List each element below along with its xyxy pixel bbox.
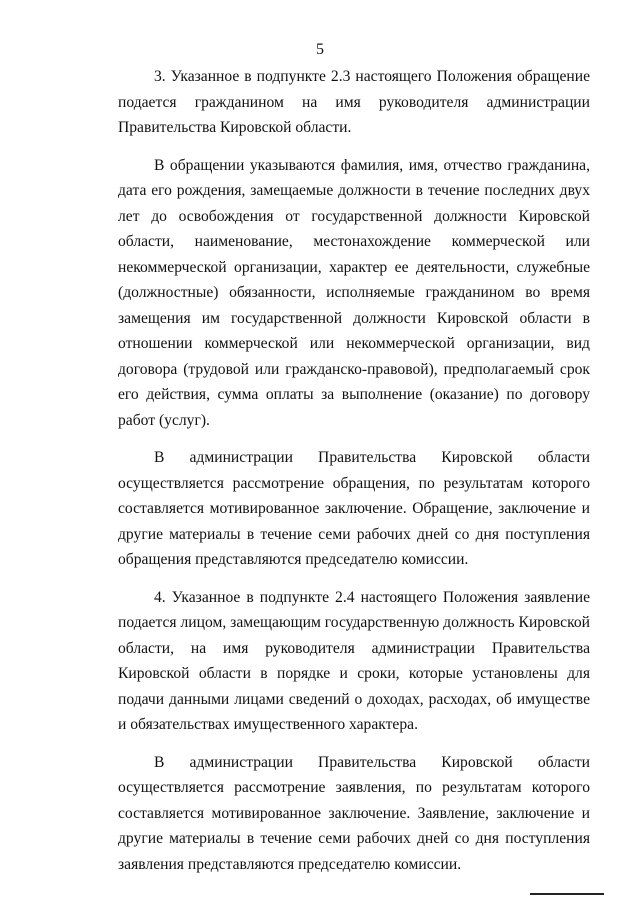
paragraph-statement-review: В администрации Правительства Кировской области осуществляется рассмотрение заявления, по результатам которого составляется мотивированное заключение. Заявление, заключение и другие материалы в течение семи рабочих дней со дня поступления заявления представляются председателю комиссии. [118, 753, 590, 873]
footer-divider [530, 893, 604, 895]
document-body [118, 64, 590, 877]
paragraph-item-3: 3. Указанное в подпункте 2.3 настоящего Положения обращение подается гражданином на имя руководителя администрации Правительства Кировской области. [118, 68, 590, 136]
paragraph-appeal-review: В администрации Правительства Кировской области осуществляется рассмотрение обращения, по результатам которого составляется мотивированное заключение. Обращение, заключение и другие материалы в течение семи рабочих дней со дня поступления обращения представляются председателю комиссии. [118, 449, 590, 568]
paragraph-item-4: 4. Указанное в подпункте 2.4 настоящего Положения заявление подается лицом, замещающим государственную должность Кировской области, на имя руководителя администрации Правительства Кировской области в порядке и сроки, которые установлены для подачи данными лицами сведений о доходах, расходах, об имуществе и обязательствах имущественного характера. [118, 588, 590, 733]
page-number: 5 [316, 41, 324, 58]
paragraph-appeal-contents: В обращении указываются фамилия, имя, отчество гражданина, дата его рождения, замещаемые должности в течение последних двух лет до освобождения от государственной должности Кировской области, наименование, местонахождение коммерческой или некоммерческой организации, характер ее деятельности, служебные (должностные) обязанности, исполняемые гражданином во время замещения им государственной должности Кировской области в отношении коммерческой или некоммерческой организации, вид договора (трудовой или гражданско-правовой), предполагаемый срок его действия, сумма оплаты за выполнение (оказание) по договору работ (услуг). [118, 156, 590, 429]
